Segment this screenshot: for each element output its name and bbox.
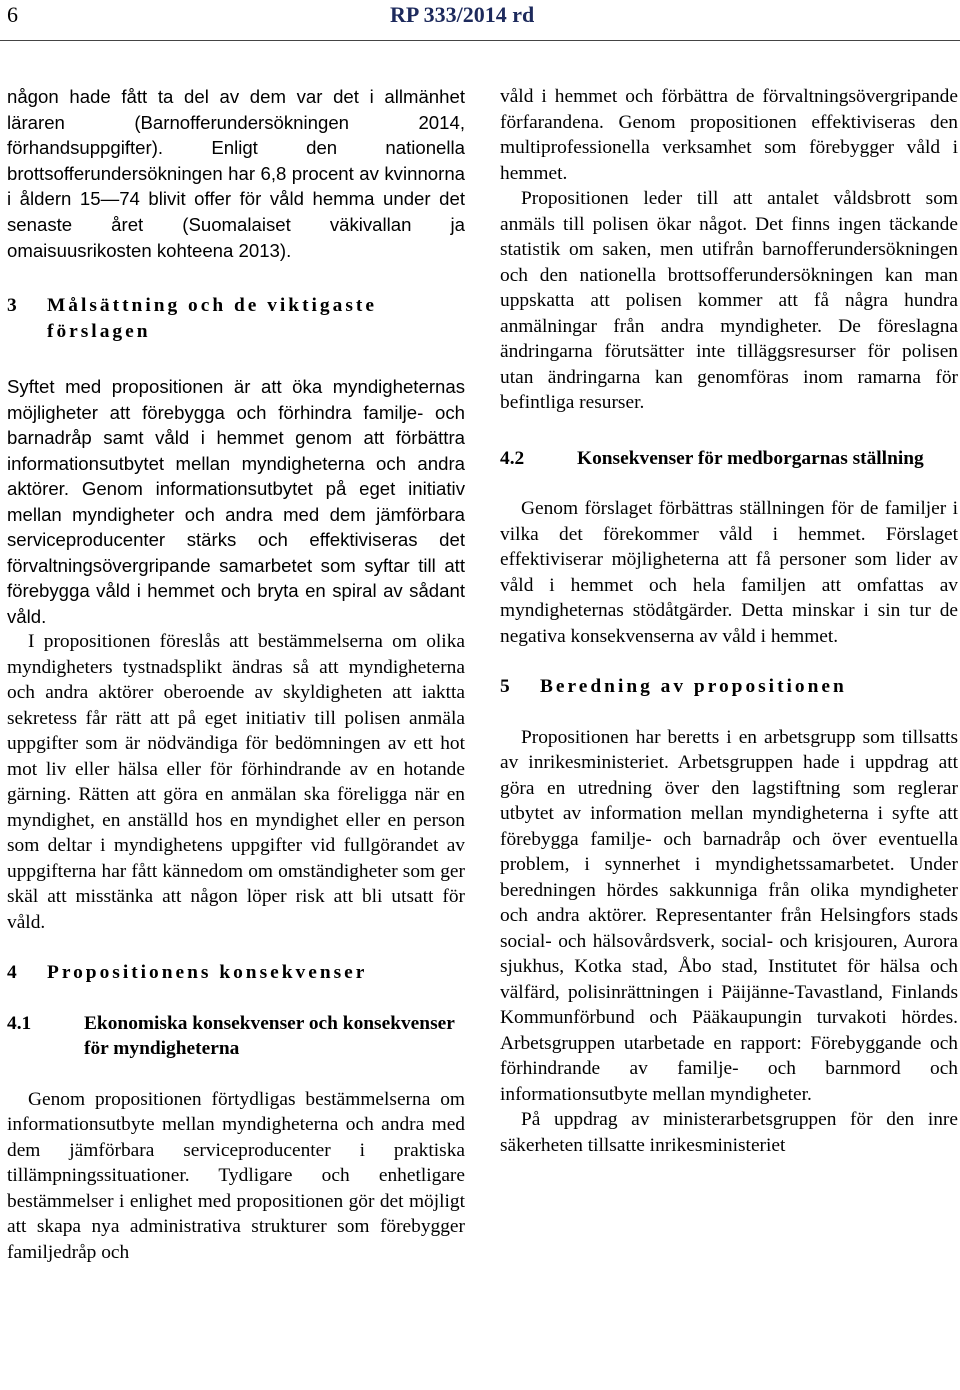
paragraph: Genom propositionen förtydligas bestämmelserna om informationsutbyte mellan myndigheterna och andra med dem jämförbara serviceproducenter i praktiska tillämpningssituationer. Tydligare och enhetligare bestämmelser i enlighet med propositionen gör det möjligt att skapa nya administrativa strukturer som förebygger familjedråp och: [7, 1088, 465, 1263]
section-number: 5: [500, 676, 510, 697]
section-title: Beredning av propositionen: [540, 676, 847, 697]
section-heading-5: [500, 674, 958, 700]
paragraph: Propositionen leder till att antalet våldsbrott som anmäls till polisen ökar något. Det finns ingen täckande statistik om saken, men utifrån barnofferundersökningen och den nationella brottsofferundersökningen kan man uppskatta att polisen kommer att få några hundra anmälningar från andra myndigheter. De föreslagna ändringarna förutsätter inte tilläggsresurser för polisen utan ändringarna kan genomföras inom ramarna för befintliga resurser.: [500, 188, 958, 413]
header-rule: [0, 40, 960, 41]
subsection-heading-4-1: [7, 1011, 465, 1062]
section-heading-3: [7, 293, 465, 344]
section-number: 3: [7, 295, 17, 317]
paragraph: Genom förslaget förbättras ställningen för de familjer i vilka det förekommer våld i hemmet. Förslaget effektiviserar möjligheterna att få personer som lider av våld i hemmet och hela familjen att omfattas av myndigheternas stödåtgärder. Detta minskar i sin tur de negativa konsekvenserna av våld i hemmet.: [500, 498, 958, 647]
paragraph: På uppdrag av ministerarbetsgruppen för den inre säkerheten tillsatte inrikesministeriet: [500, 1109, 958, 1156]
page-number: 6: [7, 2, 18, 27]
left-column: [7, 84, 465, 1265]
subsection-number: 4.2: [500, 447, 525, 469]
subsection-number: 4.1: [7, 1012, 32, 1034]
subsection-heading-4-2: [500, 446, 958, 472]
section-number: 4: [7, 962, 17, 984]
paragraph: våld i hemmet och förbättra de förvaltningsövergripande förfarandena. Genom propositionen effektiviseras den multiprofessionella verksamhet som förebygger våld i hemmet.: [500, 86, 958, 184]
paragraph: Syftet med propositionen är att öka myndigheternas möjligheter att förebygga och förhindra familje- och barnadråp samt våld i hemmet genom att förbättra informationsutbytet mellan myndigheterna och andra aktörer. Genom informationsutbytet på eget initiativ mellan myndigheter och andra med dem jämförbara serviceproducenter stärks och effektiviseras det förvaltningsövergripande samarbetet som syftar till att förebygga våld i hemmet och bryta en spiral av sådant våld.: [7, 376, 465, 627]
page-header: [0, 0, 960, 40]
section-title: Målsättning och de viktigaste förslagen: [47, 295, 377, 342]
subsection-title: Ekonomiska konsekvenser och konsekvenser för myndigheterna: [84, 1012, 455, 1060]
paragraph: någon hade fått ta del av dem var det i allmänhet läraren (Barnofferundersökningen 2014, förhandsuppgifter). Enligt den nationella brottsofferundersökningen har 6,8 procent av kvinnorna i åldern 15—74 blivit offer för våld hemma under det senaste året (Suomalaiset väkivallan ja omaisuusrikosten kohteena 2013).: [7, 86, 465, 261]
section-heading-4: [7, 960, 465, 986]
subsection-title: Konsekvenser för medborgarnas ställning: [577, 447, 924, 469]
right-column: [500, 84, 958, 1158]
section-title: Propositionens konsekvenser: [47, 962, 368, 984]
document-id: RP 333/2014 rd: [390, 2, 535, 27]
paragraph: I propositionen föreslås att bestämmelserna om olika myndigheters tystnadsplikt ändras så att myndigheterna och andra aktörer oberoende av skyldigheten att iaktta sekretess får rätt att på eget initiativ till polisen anmäla uppgifter som är nödvändiga för bedömningen av ett hot mot liv eller hälsa eller för förhindrande av en hotande gärning. Rätten att göra en anmälan ska föreligga när en myndighet, en anställd hos en myndighet eller en person som deltar i myndighetens uppgifter vid fullgörandet av uppgifterna har fått kännedom om omständigheter som ger skäl att misstänka att någon löper risk att bli utsatt för våld.: [7, 631, 465, 933]
paragraph: Propositionen har beretts i en arbetsgrupp som tillsatts av inrikesministeriet. Arbetsgruppen hade i uppdrag att göra en utredning över den lagstiftning som reglerar utbytet av information mellan myndigheterna i syfte att förebygga familje- och barnadråp och över eventuella problem, i synnerhet i myndighetssamarbetet. Under beredningen hördes sakkunniga från olika myndigheter och andra aktörer. Representanter från Helsingfors stads social- och hälsovårdsverk, social- och krisjouren, Aurora sjukhus, Kotka stad, Åbo stad, Institutet för hälsa och välfärd, polisinrättningen i Päijänne-Tavastland, Finlands Kommunförbund och Pääkaupungin turvakoti hördes. Arbetsgruppen utarbetade en rapport: Förebyggande och förhindrande av familje- och barnmord och informationsutbyte mellan myndigheter.: [500, 726, 958, 1105]
